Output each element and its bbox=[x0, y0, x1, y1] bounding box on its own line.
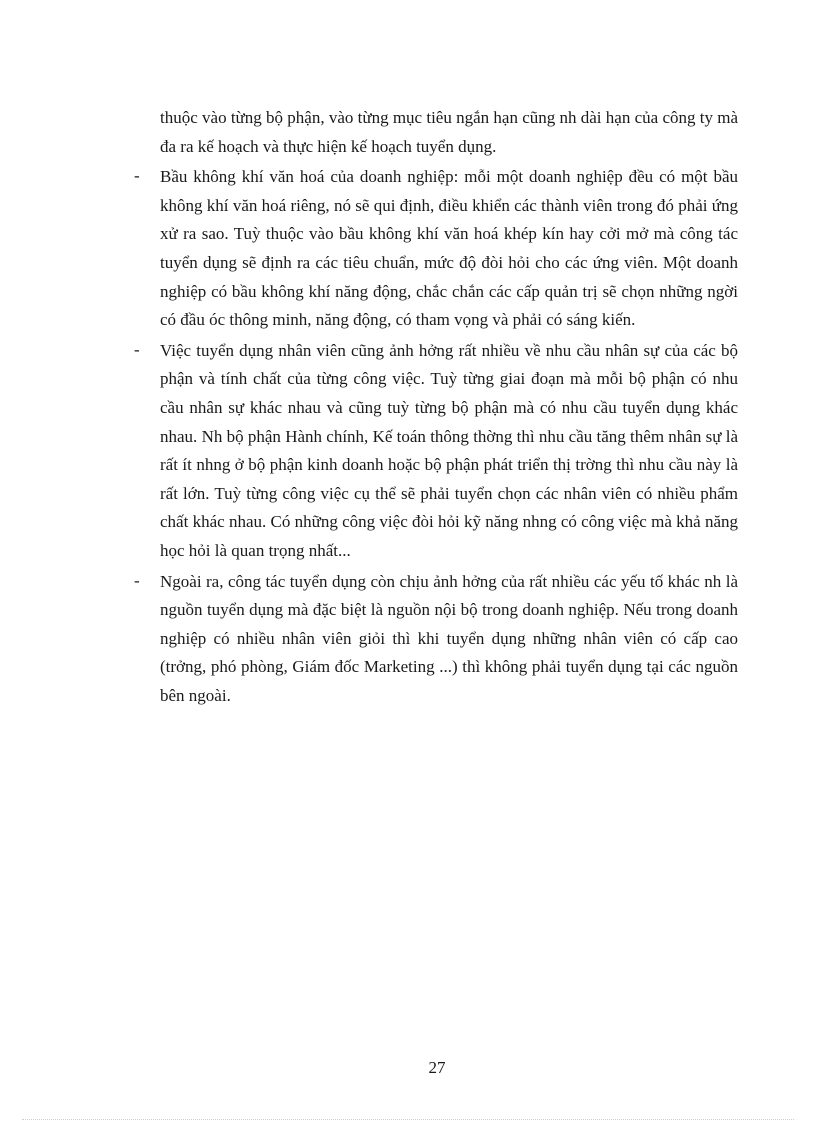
dash-bullet: - bbox=[134, 166, 140, 186]
list-item-text: Ngoài ra, công tác tuyển dụng còn chịu ảnh hởng của rất nhiều các yếu tố khác nh là nguồn tuyển dụng mà đặc biệt là nguồn nội bộ trong doanh nghiệp. Nếu trong doanh nghiệp có nhiều nhân viên giỏi thì khi tuyển dụng những nhân viên có cấp cao (trởng, phó phòng, Giám đốc Marketing ...) thì không phải tuyển dụng tại các nguồn bên ngoài. bbox=[160, 571, 738, 705]
list-item-text: Bầu không khí văn hoá của doanh nghiệp: mỗi một doanh nghiệp đều có một bầu không khí văn hoá riêng, nó sẽ qui định, điều khiển các thành viên trong đó phải ứng xử ra sao. Tuỳ thuộc vào bầu không khí văn hoá khép kín hay cởi mở mà công tác tuyển dụng sẽ định ra các tiêu chuẩn, mức độ đòi hỏi cho các ứng viên. Một doanh nghiệp có bầu không khí năng động, chắc chắn các cấp quản trị sẽ chọn những ngời có đầu óc thông minh, năng động, có tham vọng và phải có sáng kiến. bbox=[160, 167, 738, 330]
intro-paragraph: thuộc vào từng bộ phận, vào từng mục tiêu ngắn hạn cũng nh dài hạn của công ty mà đa ra kế hoạch và thực hiện kế hoạch tuyển dụng. bbox=[160, 108, 738, 156]
page-body bbox=[134, 104, 738, 710]
list-item bbox=[134, 568, 738, 711]
list-item bbox=[134, 337, 738, 566]
list-item-text: Việc tuyển dụng nhân viên cũng ảnh hởng rất nhiều về nhu cầu nhân sự của các bộ phận và tính chất của từng công việc. Tuỳ từng giai đoạn mà mỗi bộ phận có nhu cầu nhân sự khác nhau và cũng tuỳ từng bộ phận mà có nhu cầu tuyển dụng khác nhau. Nh bộ phận Hành chính, Kế toán thông thờng thì nhu cầu tăng thêm nhân sự là rất ít nhng ở bộ phận kinh doanh hoặc bộ phận phát triển thị trờng thì nhu cầu này là rất lớn. Tuỳ từng công việc cụ thể sẽ phải tuyển chọn các nhân viên có nhiều phẩm chất khác nhau. Có những công việc đòi hỏi kỹ năng nhng có công việc mà khả năng học hỏi là quan trọng nhất... bbox=[160, 340, 738, 560]
list-item bbox=[134, 163, 738, 335]
dash-bullet: - bbox=[134, 339, 140, 359]
page-number: 27 bbox=[428, 1058, 446, 1077]
dash-bullet: - bbox=[134, 570, 140, 590]
page-bottom-rule bbox=[22, 1119, 794, 1120]
